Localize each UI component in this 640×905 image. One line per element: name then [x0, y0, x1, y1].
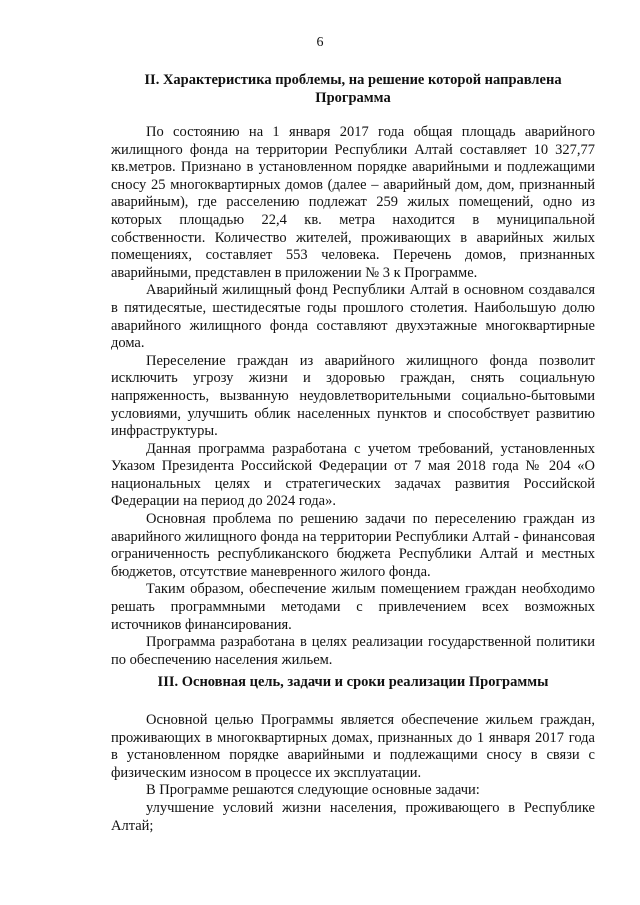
section-2-body: [111, 124, 595, 669]
paragraph-state-policy: Программа разработана в целях реализации государственной политики по обеспечению населения жильем.: [111, 634, 595, 668]
section-2: [111, 72, 595, 107]
section-2-heading-line-2: Программа: [315, 89, 391, 106]
paragraph-tasks-intro: В Программе решаются следующие основные задачи:: [146, 782, 480, 799]
section-2-heading-line-1: II. Характеристика проблемы, на решение которой направлена: [144, 72, 562, 88]
paragraph-housing-origin: Аварийный жилищный фонд Республики Алтай в основном создавался в пятидесятые, шестидесятые годы прошлого столетия. Наибольшую долю аварийного жилищного фонда составляют двухэтажные многоквартирные дома.: [111, 282, 595, 352]
paragraph-resettlement-benefits: Переселение граждан из аварийного жилищного фонда позволит исключить угрозу жизни и здоровью граждан, снять социальную напряженность, вызванную неудовлетворительными социально-бытовыми условиями, улучшить облик населенных пунктов и способствует развитию инфраструктуры.: [111, 352, 595, 440]
section-3-heading: III. Основная цель, задачи и сроки реализации Программы: [157, 674, 549, 690]
section-3-body: [111, 712, 595, 835]
section-3: [111, 674, 595, 692]
paragraph-program-goal: Основной целью Программы является обеспечение жильем граждан, проживающих в многоквартирных домах, признанных до 1 января 2017 года в установленном порядке аварийными и подлежащими сносу в связи с физическим износом в процессе их эксплуатации.: [111, 712, 595, 781]
paragraph-task-living-conditions: улучшение условий жизни населения, проживающего в Республике Алтай;: [111, 799, 595, 834]
page-number: 6: [316, 35, 324, 50]
paragraph-presidential-decree: Данная программа разработана с учетом требований, установленных Указом Президента Российской Федерации от 7 мая 2018 года № 204 «О национальных целях и стратегических задачах развития Российской Федерации на период до 2024 года».: [111, 440, 595, 510]
paragraph-emergency-housing-area: По состоянию на 1 января 2017 года общая площадь аварийного жилищного фонда на территории Республики Алтай составляет 10 327,77 кв.метров. Признано в установленном порядке аварийными и подлежащими сносу 25 многоквартирных домов (далее – аварийный дом, дом, признанный аварийным), где расселению подлежат 259 жилых помещений, одно из которых площадью 22,4 кв. метра находится в муниципальной собственности. Количество жителей, проживающих в аварийных жилых помещениях, составляет 553 человека. Перечень домов, признанных аварийными, представлен в приложении № 3 к Программе.: [111, 124, 595, 281]
paragraph-main-problem: Основная проблема по решению задачи по переселению граждан из аварийного жилищного фонда на территории Республики Алтай - финансовая ограниченность республиканского бюджета Республики Алтай и местных бюджетов, отсутствие маневренного жилого фонда.: [111, 511, 595, 580]
paragraph-program-methods: Таким образом, обеспечение жилым помещением граждан необходимо решать программными методами с привлечением всех возможных источников финансирования.: [111, 581, 595, 633]
